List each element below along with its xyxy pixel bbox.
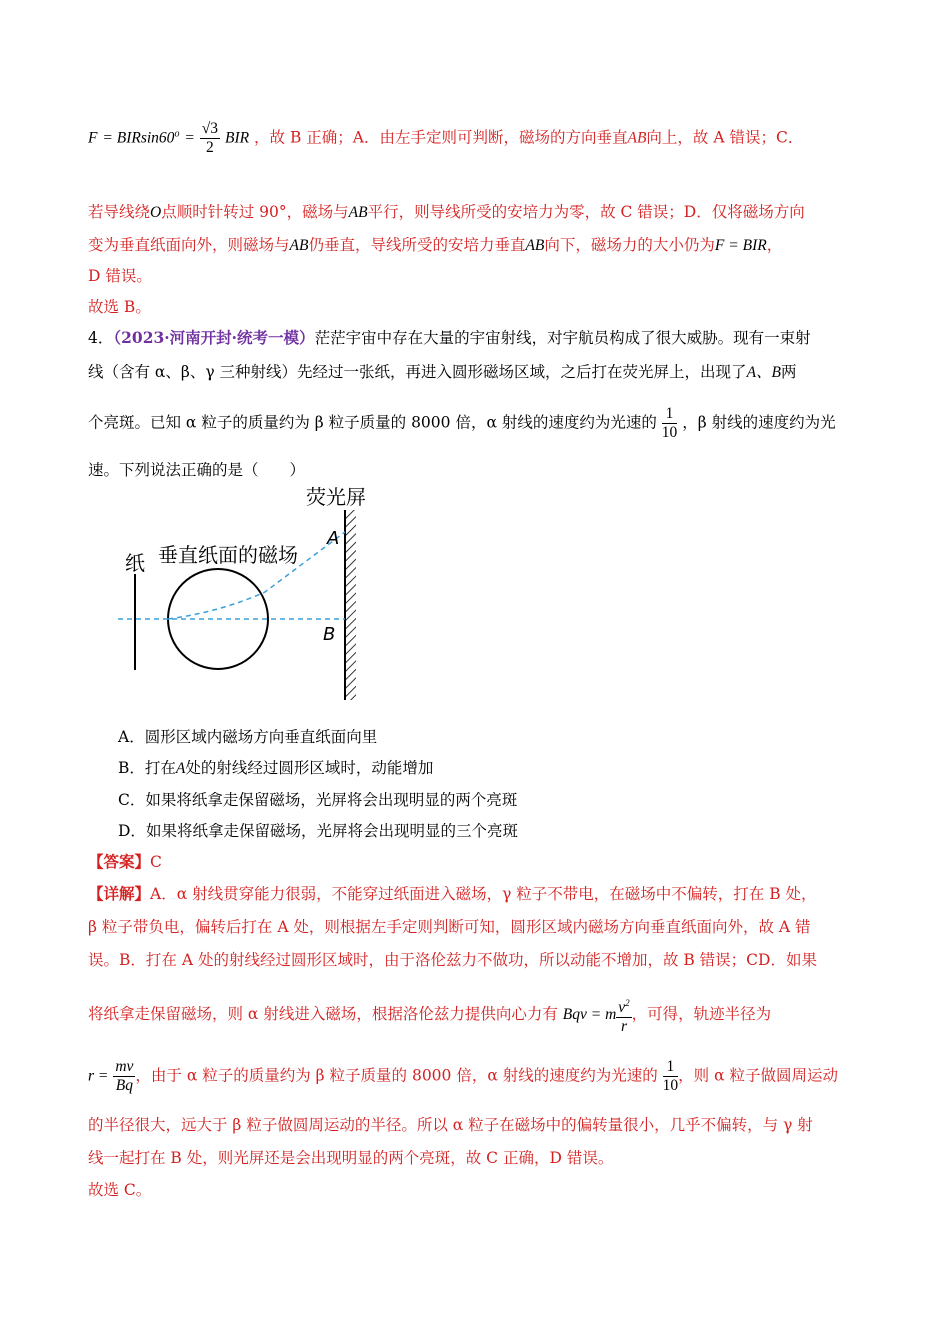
option-text: 如果将纸拿走保留磁场，光屏将会出现明显的两个亮斑 [145, 791, 518, 809]
formula-sqrt: √3 [201, 120, 219, 137]
text: 若导线绕 [88, 203, 151, 221]
detail-tag: 【详解】 [88, 884, 151, 903]
option-letter: D． [118, 822, 146, 840]
frac-den: 10 [662, 1077, 679, 1094]
answer-value: C [150, 853, 162, 871]
label-screen: 荧光屏 [306, 485, 366, 509]
formula-den: 2 [206, 139, 214, 156]
text: ，由于 α 粒子的质量约为 β 粒子质量的 8000 倍，α 射线的速度约为光速的 [135, 1066, 658, 1085]
text: 仍垂直，导线所受的安培力垂直 [308, 236, 526, 254]
line1-rest: ，故 B 正确；A．由左手定则可判断，磁场的方向垂直 [254, 128, 628, 147]
prev-solution-choose: 故选 B。 [88, 298, 151, 316]
text: 两 [781, 363, 797, 381]
option-d [118, 821, 518, 841]
option-italic: A [175, 760, 186, 777]
option-letter: C． [118, 791, 146, 809]
detail-line-3: 误。B．打在 A 处的射线经过圆形区域时，由于洛伦兹力不做功，所以动能不增加，故 B 错误；CD．如果 [88, 951, 817, 969]
eq-fraction [616, 994, 631, 1036]
magnetic-field-figure [110, 482, 390, 707]
formula-deg: o [174, 128, 180, 140]
prev-solution-line-3 [88, 235, 782, 256]
detail-line-4 [88, 994, 771, 1036]
ab-label: AB [289, 237, 309, 254]
option-a [118, 727, 377, 747]
option-c [118, 790, 517, 810]
ab-label: A、B [746, 364, 781, 381]
frac-num: 1 [663, 1058, 679, 1077]
formula-f: F [88, 129, 98, 147]
formula-f-bir: F = BIR [714, 237, 767, 254]
line1-ab: AB [627, 129, 647, 147]
text: A．α 射线贯穿能力很弱，不能穿过纸面进入磁场，γ 粒子不带电，在磁场中不偏转，打在 B 处， [150, 885, 817, 903]
detail-line-6: 的半径很大，远大于 β 粒子做圆周运动的半径。所以 α 粒子在磁场中的偏转量很小，几乎不偏转，与 γ 射 [88, 1116, 813, 1134]
option-letter: A． [118, 728, 145, 746]
eq-num-v: v [618, 999, 626, 1017]
text: 点顺时针转过 90°，磁场与 [161, 203, 349, 221]
eq-num: mv [115, 1058, 134, 1075]
text: 将纸拿走保留磁场，则 α 射线进入磁场，根据洛伦兹力提供向心力有 [88, 1005, 558, 1024]
text: 变为垂直纸面向外，则磁场与 [88, 236, 290, 254]
question-line-1 [88, 328, 811, 348]
option-b [118, 758, 433, 779]
text: ， [766, 236, 783, 254]
text: ，可得，轨迹半径为 [631, 1005, 772, 1024]
formula-bir: BIR [224, 129, 250, 147]
text: ，β 射线的速度约为光 [682, 413, 836, 432]
frac-den: 10 [661, 424, 678, 441]
point-o: O [150, 204, 162, 221]
detail-line-1 [88, 884, 817, 904]
question-source: （2023·河南开封·统考一模） [113, 328, 315, 347]
text: ，则 α 粒子做圆周运动 [678, 1066, 838, 1085]
prev-solution-line-2 [88, 202, 805, 223]
detail-line-7: 线一起打在 B 处，则光屏还是会出现明显的两个亮斑，故 C 正确，D 错误。 [88, 1149, 614, 1167]
eq-fraction [113, 1058, 135, 1095]
text: 线（含有 α、β、γ 三种射线）先经过一张纸，再进入圆形磁场区域，之后打在荧光屏上，出现了 [88, 363, 747, 381]
eq-num [616, 994, 631, 1018]
answer-line [88, 852, 162, 872]
option-letter: B． [118, 759, 145, 777]
text: 个亮斑。已知 α 粒子的质量约为 β 粒子质量的 8000 倍，α 射线的速度约为光速的 [88, 413, 657, 432]
eq-den: r [620, 1018, 627, 1036]
detail-choose: 故选 C。 [88, 1181, 152, 1199]
text: 平行，则导线所受的安培力为零，故 C 错误；D．仅将磁场方向 [367, 203, 805, 221]
fraction-one-tenth [662, 405, 678, 442]
question-line-4: 速。下列说法正确的是（ ） [88, 461, 306, 479]
line1-end: 向上，故 A 错误；C． [646, 128, 804, 147]
fraction-one-tenth [663, 1058, 679, 1095]
question-number: 4． [88, 329, 114, 347]
frac-num: 1 [662, 405, 678, 424]
option-text: 圆形区域内磁场方向垂直纸面向里 [144, 728, 378, 746]
question-line-2 [88, 362, 797, 383]
label-field: 垂直纸面的磁场 [158, 543, 298, 567]
formula-eq1: = BIRsin60 [102, 129, 175, 147]
eq-sup: 2 [625, 998, 630, 1008]
text: 向下，磁场力的大小仍为 [544, 236, 715, 254]
question-line-3 [88, 405, 836, 442]
eq-lhs: r = [88, 1067, 109, 1085]
option-text: 打在 [144, 759, 176, 777]
label-a: A [327, 528, 340, 549]
eq-lhs: Bqv = m [562, 1006, 617, 1024]
label-b: B [323, 624, 336, 645]
detail-line-5 [88, 1058, 838, 1095]
ab-label: AB [525, 237, 545, 254]
label-paper: 纸 [125, 551, 145, 575]
detail-line-2: β 粒子带负电，偏转后打在 A 处，则根据左手定则判断可知，圆形区域内磁场方向垂直纸面向外，故 A 错 [88, 918, 811, 936]
option-text: 如果将纸拿走保留磁场，光屏将会出现明显的三个亮斑 [145, 822, 518, 840]
eq-den: Bq [115, 1077, 133, 1094]
ab-label: AB [348, 204, 368, 221]
text: 茫茫宇宙中存在大量的宇宙射线，对宇航员构成了很大威胁。现有一束射 [314, 329, 811, 347]
prev-solution-line-1 [88, 120, 803, 157]
formula-fraction [200, 120, 220, 157]
screen-hatch [346, 510, 356, 700]
formula-eq2: = [184, 129, 195, 147]
option-text: 处的射线经过圆形区域时，动能增加 [185, 759, 434, 777]
answer-tag: 【答案】 [88, 852, 151, 871]
prev-solution-line-4: D 错误。 [88, 267, 152, 285]
